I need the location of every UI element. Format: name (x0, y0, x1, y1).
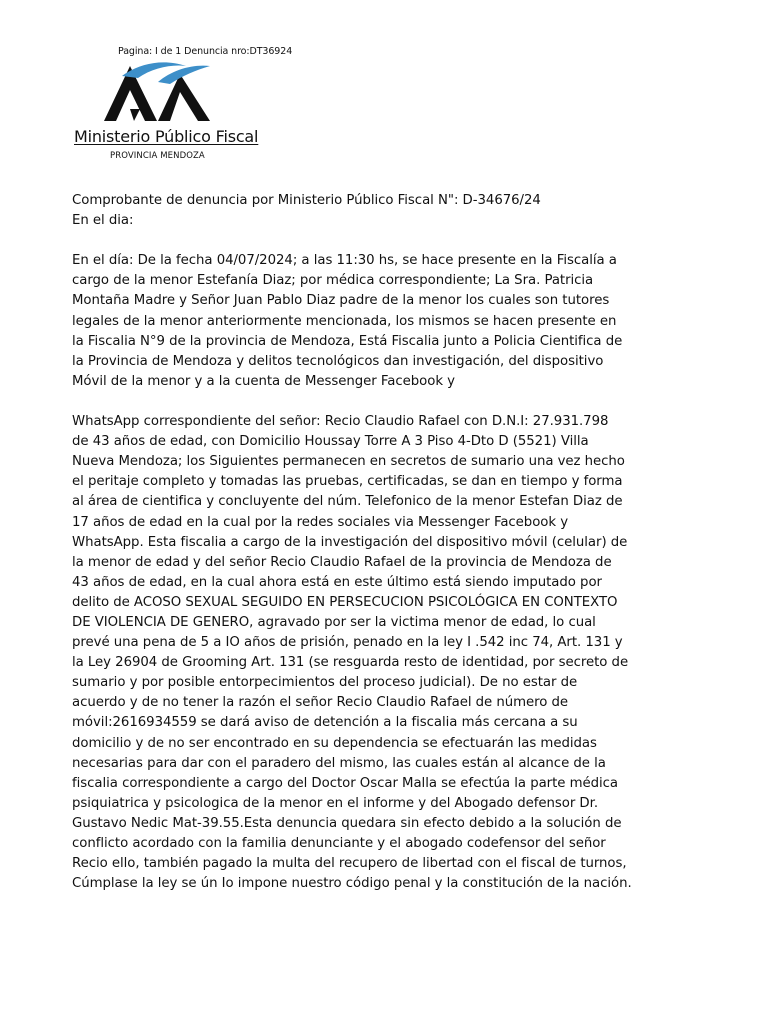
paragraph-line: 17 años de edad en la cual por la redes sociales via Messenger Facebook y (72, 514, 569, 530)
paragraph-line: WhatsApp. Esta fiscalia a cargo de la investigación del dispositivo móvil (celular) de (72, 534, 628, 550)
paragraph-line: al área de cientifica y concluyente del núm. Telefonico de la menor Estefan Diaz de (72, 494, 623, 510)
paragraph-line: cargo de la menor Estefanía Diaz; por médica correspondiente; La Sra. Patricia (72, 273, 594, 289)
paragraph-line: Gustavo Nedic Mat-39.55.Esta denuncia quedara sin efecto debido a la solución de (72, 815, 622, 831)
organization-name: Ministerio Público Fiscal (74, 127, 259, 146)
paragraph-line: fiscalia correspondiente a cargo del Doctor Oscar Malla se efectúa la parte médica (72, 775, 619, 791)
paragraph-line: WhatsApp correspondiente del señor: Recio Claudio Rafael con D.N.I: 27.931.798 (72, 414, 609, 430)
ministerio-publico-fiscal-logo (100, 60, 216, 124)
paragraph-spacer (72, 231, 602, 251)
paragraph-line: el peritaje completo y tomadas las pruebas, certificadas, se dan en tiempo y forma (72, 474, 623, 490)
paragraph-line: la Fiscalia N°9 de la provincia de Mendoza, Está Fiscalia junto a Policia Cientifica de (72, 333, 623, 349)
organization-province: PROVINCIA MENDOZA (110, 151, 205, 161)
document-title: Comprobante de denuncia por Ministerio Público Fiscal N": D-34676/24 (72, 193, 541, 208)
paragraph-line: Cúmplase la ley se ún Io impone nuestro código penal y la constitución de la nación. (72, 876, 632, 892)
date-label: En el dia: (72, 213, 134, 229)
paragraph-line: psiquiatrica y psicologica de la menor en el informe y del Abogado defensor Dr. (72, 795, 598, 811)
document-body (72, 191, 632, 894)
paragraph-line: acuerdo y de no tener la razón el señor Recio Claudio Rafael de número de (72, 695, 569, 711)
paragraph-line: la Ley 26904 de Grooming Art. 131 (se resguarda resto de identidad, por secreto de (72, 655, 629, 671)
paragraph-line: 43 años de edad, en la cual ahora está en este último está siendo imputado por (72, 574, 602, 590)
paragraph-line: Recio ello, también pagado la multa del recupero de libertad con el fiscal de turnos, (72, 856, 627, 872)
page-number-line: Pagina: I de 1 Denuncia nro:DT36924 (118, 46, 293, 57)
paragraph-line: delito de ACOSO SEXUAL SEGUIDO EN PERSECUCION PSICOLÓGICA EN CONTEXTO (72, 594, 618, 610)
paragraph-line: En el día: De la fecha 04/07/2024; a las 11:30 hs, se hace presente en la Fiscalía a (72, 253, 617, 269)
paragraph-spacer (72, 392, 602, 412)
paragraph-line: de 43 años de edad, con Domicilio Houssay Torre A 3 Piso 4-Dto D (5521) Villa (72, 434, 589, 450)
paragraph-1 (72, 251, 623, 392)
paragraph-line: la Provincia de Mendoza y delitos tecnológicos dan investigación, del dispositivo (72, 353, 604, 369)
paragraph-line: Nueva Mendoza; los Siguientes permanecen en secretos de sumario una vez hecho (72, 454, 625, 470)
paragraph-line: Montaña Madre y Señor Juan Pablo Diaz padre de la menor los cuales son tutores (72, 293, 610, 309)
paragraph-line: Móvil de la menor y a la cuenta de Messenger Facebook y (72, 373, 455, 389)
paragraph-line: domicilio y de no ser encontrado en su dependencia se efectuarán las medidas (72, 735, 597, 751)
paragraph-line: legales de la menor anteriormente mencionada, los mismos se hacen presente en (72, 313, 617, 329)
paragraph-line: necesarias para dar con el paradero del mismo, las cuales están al alcance de la (72, 755, 606, 771)
paragraph-line: conflicto acordado con la familia denunciante y el abogado codefensor del señor (72, 836, 606, 851)
paragraph-line: DE VIOLENCIA DE GENERO, agravado por ser la victima menor de edad, lo cual (72, 614, 596, 630)
paragraph-line: prevé una pena de 5 a IO años de prisión, penado en la ley I .542 inc 74, Art. 131 y (72, 635, 623, 651)
paragraph-line: sumario y por posible entorpecimientos del proceso judicial). De no estar de (72, 675, 578, 691)
paragraph-2 (72, 412, 632, 894)
paragraph-line: la menor de edad y del señor Recio Claudio Rafael de la provincia de Mendoza de (72, 554, 612, 570)
paragraph-line: móvil:2616934559 se dará aviso de detención a la fiscalia más cercana a su (72, 715, 578, 731)
